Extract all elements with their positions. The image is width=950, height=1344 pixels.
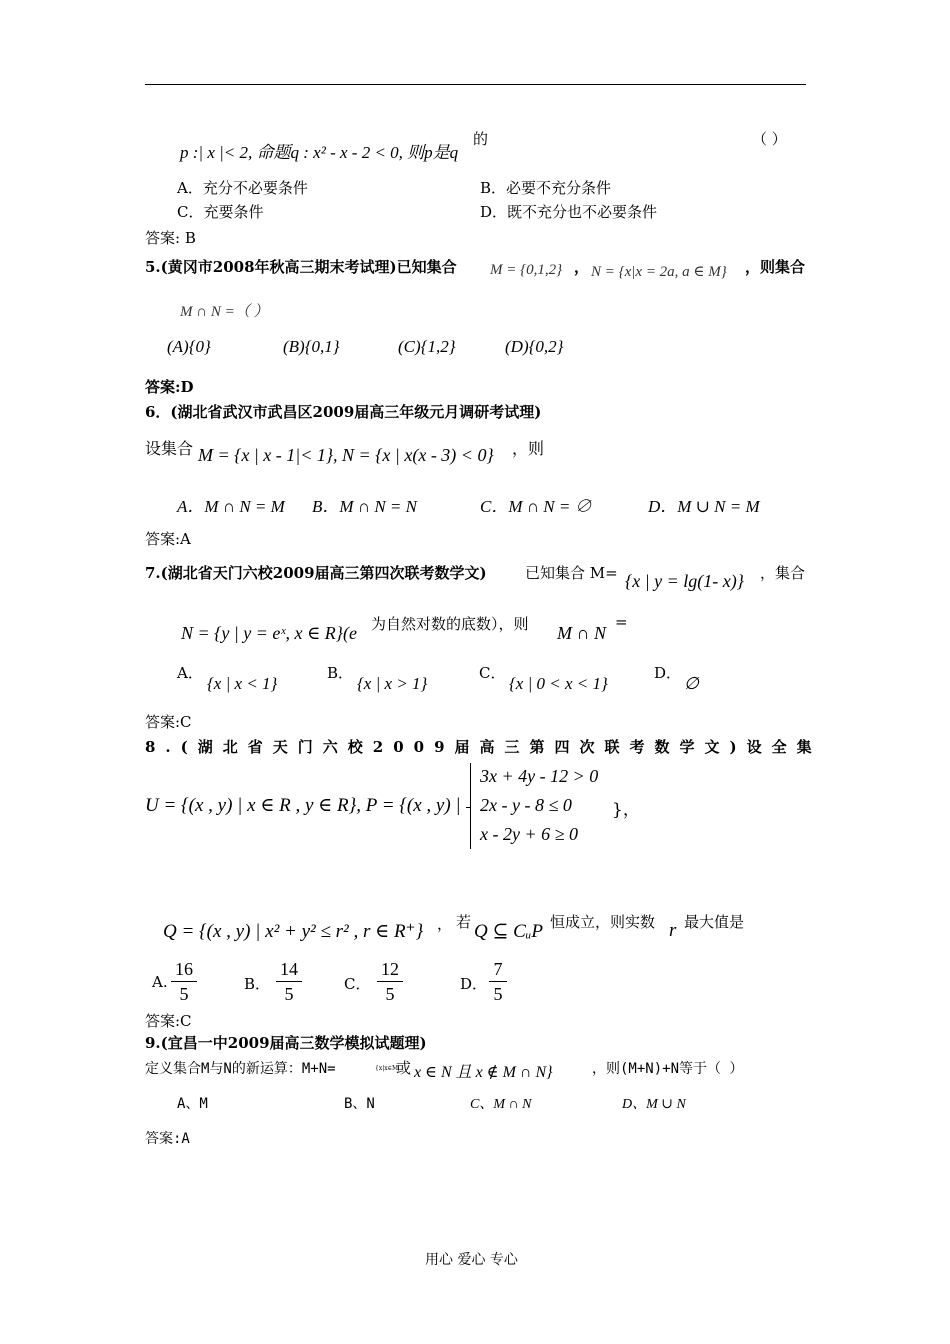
q6-answer: 答案:A	[145, 530, 191, 548]
q8-inequality-3: x - 2y + 6 ≥ 0	[480, 824, 578, 844]
q6-option-d: D．M ∪ N = M	[648, 497, 760, 516]
q7-head: 7.(湖北省天门六校2009届高三第四次联考数学文)	[145, 564, 487, 582]
q8-head: 8.(湖北省天门六校2009届高三第四次联考数学文)设全集	[145, 738, 822, 756]
q5-option-c: (C){1,2}	[398, 337, 456, 356]
q5-option-a: (A){0}	[167, 337, 211, 356]
header-rule	[145, 84, 806, 85]
q8-inequality-1: 3x + 4y - 12 > 0	[480, 766, 599, 786]
q6-option-b: B．M ∩ N = N	[312, 497, 417, 516]
q7-eq: =	[615, 613, 628, 631]
q5-set-m: M = {0,1,2}	[490, 262, 563, 278]
q6-option-a: A．M ∩ N = M	[177, 497, 285, 516]
q8-option-c-denominator: 5	[385, 984, 395, 1004]
q5-option-b: (B){0,1}	[283, 337, 340, 356]
q9-or: 或	[396, 1059, 412, 1077]
q8-option-d-label: D．	[460, 975, 488, 993]
q4-option-b: B．必要不充分条件	[480, 179, 612, 197]
q9-option-b: B、N	[344, 1096, 375, 1112]
q8-tail: 恒成立，则实数	[550, 913, 656, 931]
q7-note: 为自然对数的底数），则	[371, 615, 529, 633]
q9-condition: x ∈ N 且 x ∉ M ∩ N}	[414, 1064, 553, 1081]
q8-option-a-label: A.	[152, 973, 168, 991]
q8-set-u-p: U = {(x , y) | x ∈ R , y ∈ R}, P = {(x , y) |	[145, 795, 461, 816]
q9-answer: 答案:A	[145, 1131, 190, 1147]
q5-head: 5.(黄冈市2008年秋高三期末考试理)已知集合	[145, 258, 457, 276]
q8-option-b-denominator: 5	[284, 984, 294, 1004]
q7-option-d-label: D．	[654, 664, 682, 682]
q9-option-c: C、M ∩ N	[470, 1097, 532, 1112]
q5-answer: 答案:D	[145, 378, 194, 396]
q8-option-a-fraction	[171, 958, 197, 1005]
page-footer: 用心 爱心 专心	[425, 1252, 518, 1268]
q9-option-d: D、M ∪ N	[622, 1097, 686, 1112]
q8-answer: 答案:C	[145, 1012, 192, 1030]
q5-question: M ∩ N =（ ）	[180, 304, 269, 320]
q8-close-brace: }，	[612, 800, 640, 820]
q7-option-a-label: A．	[177, 664, 203, 682]
q6-option-c: C．M ∩ N = ∅	[480, 497, 592, 516]
q8-option-b-numerator: 14	[280, 959, 298, 979]
q4-stem: p :| x |< 2, 命题q : x² - x - 2 < 0, 则p是q	[180, 143, 459, 162]
q8-option-b-label: B．	[244, 975, 271, 993]
q8-if: 若	[456, 913, 472, 931]
q8-option-d-denominator: 5	[493, 984, 503, 1004]
q8-option-b-fraction	[276, 958, 302, 1005]
q4-option-a: A．充分不必要条件	[177, 179, 308, 197]
q7-head2: 已知集合 M=	[525, 564, 618, 582]
q6-lead: 设集合	[145, 439, 194, 458]
q7-option-d: ∅	[684, 674, 699, 693]
q8-comma: ，	[437, 915, 453, 933]
q8-option-c-fraction	[377, 958, 403, 1005]
q4-answer: 答案: B	[145, 229, 196, 247]
q7-tail: ，集合	[760, 564, 806, 582]
q7-ask: M ∩ N	[557, 623, 606, 643]
q4-stem-tail: 的	[473, 130, 489, 148]
q8-r: r	[669, 920, 677, 941]
q7-option-a: {x | x < 1}	[207, 674, 278, 693]
q8-option-c-numerator: 12	[381, 959, 399, 979]
q7-set-n: N = {y | y = eˣ, x ∈ R}(e	[181, 623, 357, 643]
q9-tail: ，则(M+N)+N等于（ ）	[592, 1061, 744, 1077]
q9-tiny-text: {x|x∈M	[375, 1065, 399, 1072]
q9-head: 9.(宜昌一中2009届高三数学模拟试题理)	[145, 1034, 427, 1052]
q8-inequality-2: 2x - y - 8 ≤ 0	[480, 795, 572, 815]
q4-answer-paren: （ ）	[752, 130, 787, 148]
q7-answer: 答案:C	[145, 713, 192, 731]
q5-set-n: N = {x|x = 2a, a ∈ M}	[591, 264, 727, 280]
q6-tail: ，则	[512, 439, 545, 458]
q7-option-c: {x | 0 < x < 1}	[509, 674, 608, 693]
q7-option-b-label: B．	[327, 664, 354, 682]
q8-option-a-numerator: 16	[175, 959, 193, 979]
q6-head: 6．(湖北省武汉市武昌区2009届高三年级元月调研考试理)	[145, 403, 542, 421]
q8-option-c-label: C．	[344, 975, 371, 993]
q9-option-a: A、M	[177, 1096, 208, 1112]
q5-option-d: (D){0,2}	[505, 337, 564, 356]
q9-line: 定义集合M与N的新运算：M+N=	[145, 1061, 336, 1077]
q5-tail: ，则集合	[745, 258, 806, 276]
q8-set-q: Q = {(x , y) | x² + y² ≤ r² , r ∈ R⁺}	[163, 921, 424, 942]
q7-set-m: {x | y = lg(1- x)}	[625, 571, 744, 591]
q4-option-c: C．充要条件	[177, 203, 264, 221]
q8-left-brace	[470, 763, 479, 849]
q8-option-d-fraction	[489, 958, 507, 1005]
q6-sets: M = {x | x - 1|< 1}, N = {x | x(x - 3) < 0}	[198, 445, 494, 465]
q8-condition: Q ⊆ CᵤP	[474, 921, 543, 942]
q5-comma: ，	[574, 258, 590, 276]
q7-option-b: {x | x > 1}	[357, 674, 428, 693]
q8-option-d-numerator: 7	[493, 959, 503, 979]
q8-option-a-denominator: 5	[179, 984, 189, 1004]
q4-option-d: D．既不充分也不必要条件	[480, 203, 658, 221]
q8-tail2: 最大值是	[684, 913, 745, 931]
q7-option-c-label: C．	[479, 664, 506, 682]
